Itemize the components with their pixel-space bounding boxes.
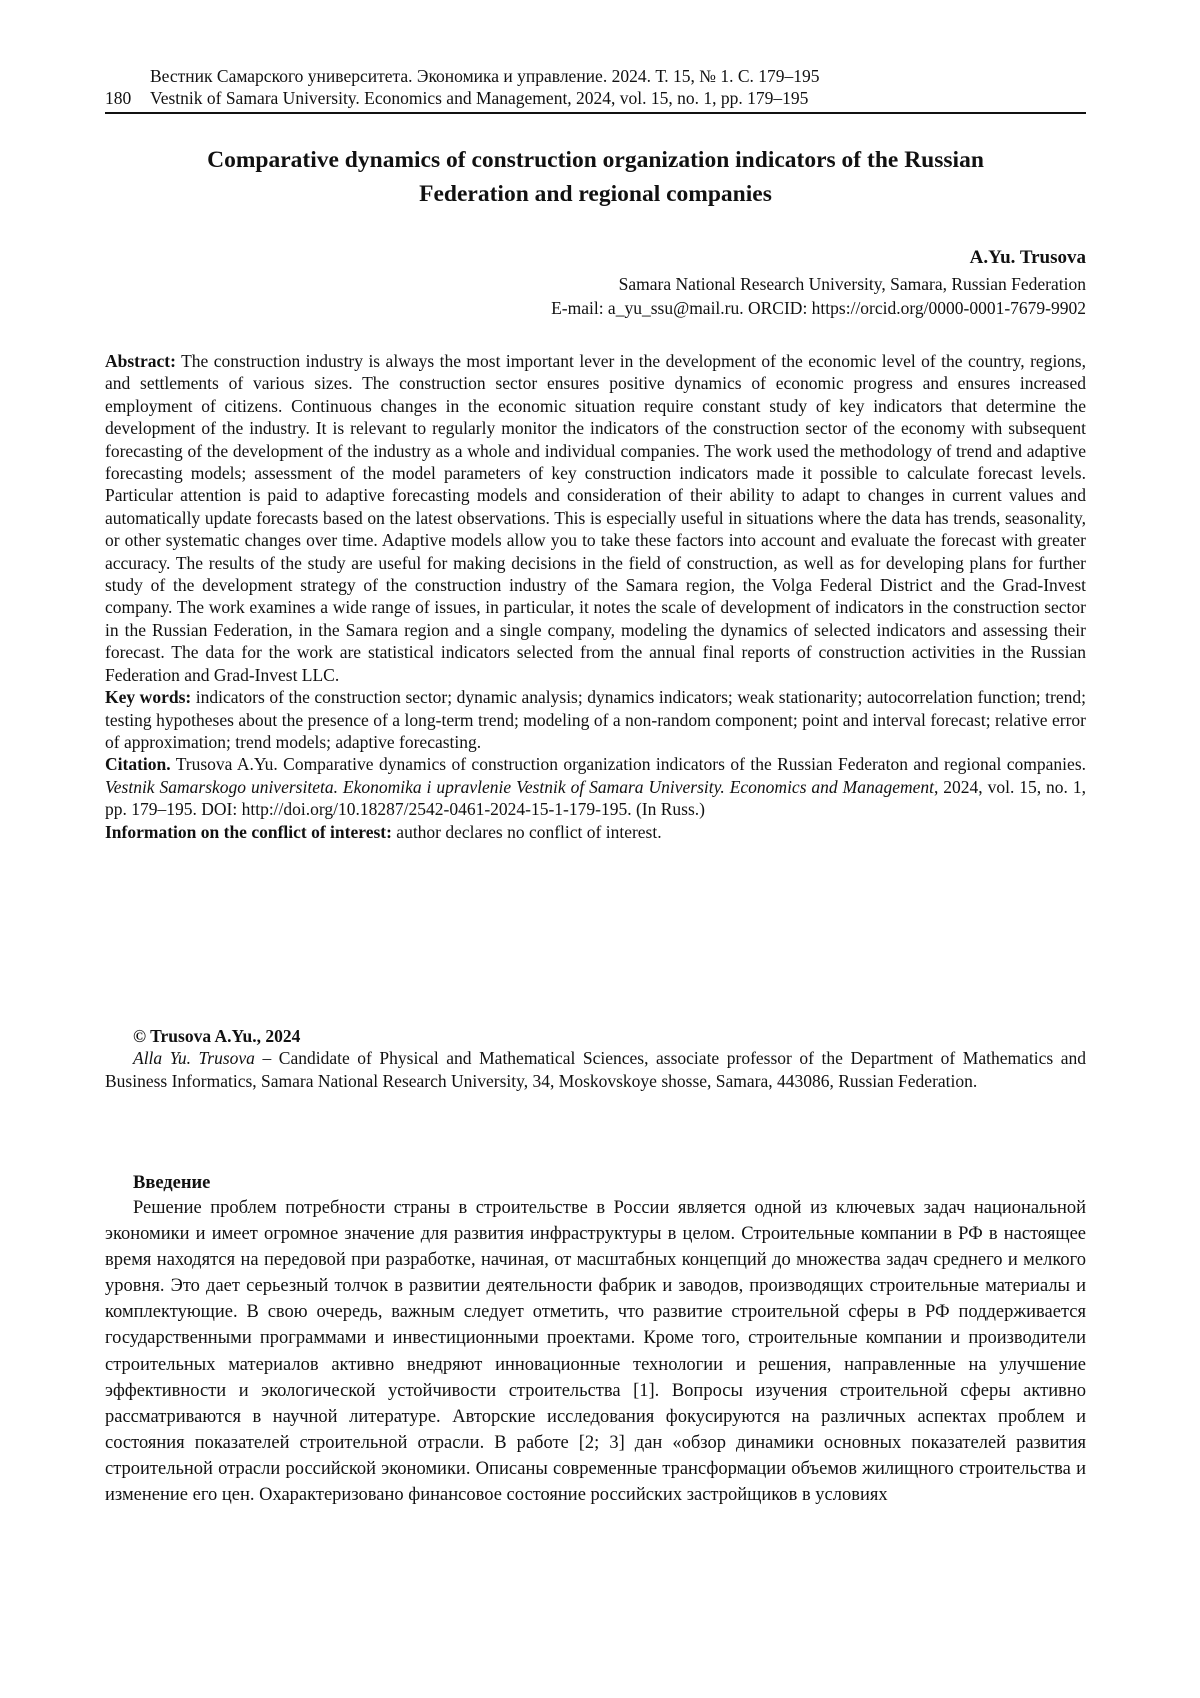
citation-text-after: , 2024, vol. 15, no. 1, pp. 179–195. DOI: http://doi.org/10.18287/2542-0461-2024-15-1-179-195. (In Russ.) — [105, 776, 1086, 820]
citation — [105, 753, 1086, 820]
abstract-label: Abstract: — [105, 351, 176, 371]
conflict-label: Information on the conflict of interest: — [105, 821, 392, 842]
citation-journal: Vestnik Samarskogo universiteta. Ekonomika i upravlenie Vestnik of Samara University. Economics and Management — [105, 776, 934, 797]
copyright-section — [105, 1025, 1086, 1092]
conflict-of-interest — [105, 821, 1086, 843]
abstract-section — [105, 350, 1086, 843]
running-head-english: Vestnik of Samara University. Economics and Management, 2024, vol. 15, no. 1, pp. 179–195 — [150, 88, 809, 108]
author-affiliation: Samara National Research University, Samara, Russian Federation — [618, 274, 1086, 294]
introduction-paragraph: Решение проблем потребности страны в строительстве в России является одной из ключевых задач национальной экономики и имеет огромное значение для развития инфраструктуры в целом. Строительные компании в РФ в настоящее время находятся на передовой при разработке, начиная, от масштабных концепций до множества задач среднего и мелкого уровня. Это дает серьезный толчок в развитии деятельности фабрик и заводов, производящих строительные материалы и комплектующие. В свою очередь, важным следует отметить, что развитие строительной сферы в РФ поддерживается государственными программами и инвестиционными проектами. Кроме того, строительные компании и производители строительных материалов активно внедряют инновационные технологии и решения, направленные на улучшение эффективности и экологической устойчивости строительства [1]. Вопросы изучения строительной сферы активно рассматриваются в научной литературе. Авторские исследования фокусируются на различных аспектах проблем и состояния показателей строительной отрасли. В работе [2; 3] дан «обзор динамики основных показателей развития строительной отрасли российской экономики. Описаны современные трансформации объемов жилищного строительства и изменение его цен. Охарактеризовано финансовое состояние российских застройщиков в условиях — [105, 1198, 1086, 1506]
article-title — [105, 143, 1086, 211]
keywords-text: indicators of the construction sector; dynamic analysis; dynamics indicators; weak stationarity; autocorrelation function; trend; testing hypotheses about the presence of a long-term trend; modeling of a non-random component; point and interval forecast; relative error of approximation; trend models; adaptive forecasting. — [105, 687, 1086, 752]
header-rule — [105, 112, 1086, 114]
introduction-section — [105, 1171, 1086, 1508]
abstract-text: The construction industry is always the most important lever in the development of the economic level of the country, regions, and settlements of various sizes. The construction sector ensures positive dynamics of economic progress and ensures increased employment of citizens. Continuous changes in the economic situation require constant study of key indicators that determine the development of the industry. It is relevant to regularly monitor the indicators of the construction sector of the economy with subsequent forecasting of the development of the industry as a whole and individual companies. The work used the methodology of trend and adaptive forecasting models; assessment of the model parameters of key construction indicators made it possible to calculate forecast levels. Particular attention is paid to adaptive forecasting models and consideration of their ability to adapt to changes in current values and automatically update forecasts based on the latest observations. This is especially useful in situations where the data has trends, seasonality, or other systematic changes over time. Adaptive models allow you to take these factors into account and evaluate the forecast with greater accuracy. The results of the study are useful for making decisions in the field of construction, as well as for developing plans for further study of the development strategy of the construction industry of the Samara region, the Volga Federal District and the Grad-Invest company. The work examines a wide range of issues, in particular, it notes the scale of development of indicators in the construction sector in the Russian Federation, in the Samara region and a single company, modeling the dynamics of selected indicators and assessing their forecast. The data for the work are statistical indicators selected from the annual final reports of construction activities in the Russian Federation and Grad-Invest LLC. — [105, 351, 1086, 685]
running-head-russian: Вестник Самарского университета. Экономика и управление. 2024. Т. 15, № 1. С. 179–195 — [150, 66, 820, 86]
keywords — [105, 686, 1086, 753]
introduction-heading: Введение — [133, 1173, 211, 1193]
citation-label: Citation. — [105, 754, 171, 775]
copyright-line: © Trusova A.Yu., 2024 — [133, 1026, 301, 1046]
bio-name: Alla Yu. Trusova — [133, 1048, 255, 1069]
running-head — [105, 65, 1086, 109]
abstract — [105, 350, 1086, 686]
author-bio — [105, 1047, 1086, 1092]
title-line-2: Federation and regional companies — [419, 181, 772, 207]
page-number: 180 — [105, 88, 132, 108]
author-block — [551, 245, 1086, 320]
keywords-label: Key words: — [105, 687, 192, 708]
running-head-english-line — [105, 87, 1086, 109]
title-line-1: Comparative dynamics of construction organization indicators of the Russian — [207, 147, 984, 173]
author-contact: E-mail: a_yu_ssu@mail.ru. ORCID: https://orcid.org/0000-0001-7679-9902 — [551, 298, 1086, 318]
bio-text: – Candidate of Physical and Mathematical Sciences, associate professor of the Department of Mathematics and Business Informatics, Samara National Research University, 34, Moskovskoye shosse, Samara, 443086, Russian Federation. — [105, 1048, 1086, 1091]
author-name: A.Yu. Trusova — [969, 247, 1086, 268]
conflict-text: author declares no conflict of interest. — [391, 821, 662, 842]
citation-text-before: Trusova A.Yu. Comparative dynamics of construction organization indicators of the Russian Federaton and regional companies. — [170, 754, 1086, 775]
